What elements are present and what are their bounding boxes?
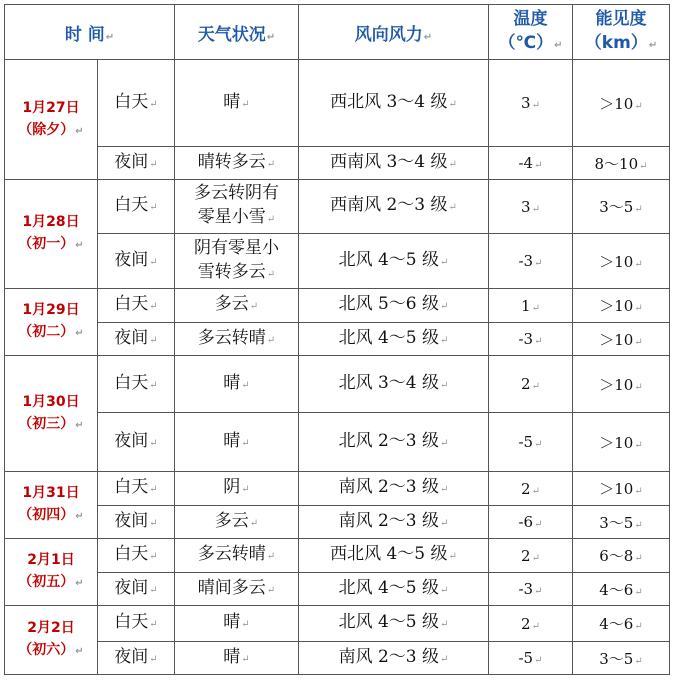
condition-cell: 多云转阴有 零星小雪↵	[175, 180, 299, 234]
temperature-cell: 3↵	[489, 60, 573, 147]
wind-cell: 北风 4～5 级↵	[299, 323, 489, 356]
header-visibility: 能见度 （km）↵	[573, 5, 670, 60]
wind-cell: 西北风 4～5 级↵	[299, 539, 489, 573]
period-cell: 夜间↵	[98, 506, 175, 539]
wind-cell: 西北风 3～4 级↵	[299, 60, 489, 147]
condition-cell: 多云↵	[175, 506, 299, 539]
period-cell: 夜间↵	[98, 147, 175, 180]
wind-cell: 北风 5～6 级↵	[299, 289, 489, 323]
date-cell: 2月1日 （初五）↵	[5, 539, 98, 606]
header-row	[5, 5, 670, 60]
temperature-cell: -5↵	[489, 413, 573, 472]
temperature-cell: 2↵	[489, 356, 573, 413]
wind-cell: 南风 2～3 级↵	[299, 506, 489, 539]
period-cell: 夜间↵	[98, 642, 175, 675]
visibility-cell: 4～6↵	[573, 573, 670, 606]
temperature-cell: 2↵	[489, 606, 573, 642]
condition-cell: 阴有零星小 雪转多云↵	[175, 234, 299, 289]
forecast-row	[5, 289, 670, 323]
date-cell: 1月29日 （初二）↵	[5, 289, 98, 356]
condition-cell: 晴↵	[175, 60, 299, 147]
header-wind: 风向风力↵	[299, 5, 489, 60]
wind-cell: 西南风 2～3 级↵	[299, 180, 489, 234]
wind-cell: 南风 2～3 级↵	[299, 472, 489, 506]
period-cell: 夜间↵	[98, 234, 175, 289]
condition-cell: 多云转晴↵	[175, 539, 299, 573]
visibility-cell: ＞10↵	[573, 356, 670, 413]
temperature-cell: -6↵	[489, 506, 573, 539]
wind-cell: 北风 2～3 级↵	[299, 413, 489, 472]
period-cell: 白天↵	[98, 180, 175, 234]
period-cell: 白天↵	[98, 606, 175, 642]
temperature-cell: 1↵	[489, 289, 573, 323]
forecast-row	[5, 573, 670, 606]
period-cell: 白天↵	[98, 472, 175, 506]
date-cell: 1月28日 （初一）↵	[5, 180, 98, 289]
visibility-cell: ＞10↵	[573, 413, 670, 472]
wind-cell: 北风 4～5 级↵	[299, 606, 489, 642]
temperature-cell: -5↵	[489, 642, 573, 675]
condition-cell: 多云↵	[175, 289, 299, 323]
visibility-cell: ＞10↵	[573, 472, 670, 506]
header-time: 时 间↵	[5, 5, 175, 60]
visibility-cell: ＞10↵	[573, 323, 670, 356]
wind-cell: 北风 3～4 级↵	[299, 356, 489, 413]
period-cell: 夜间↵	[98, 323, 175, 356]
forecast-row	[5, 60, 670, 147]
forecast-row	[5, 180, 670, 234]
visibility-cell: ＞10↵	[573, 60, 670, 147]
period-cell: 白天↵	[98, 539, 175, 573]
period-cell: 夜间↵	[98, 413, 175, 472]
visibility-cell: ＞10↵	[573, 234, 670, 289]
date-cell: 1月31日 （初四）↵	[5, 472, 98, 539]
temperature-cell: -3↵	[489, 234, 573, 289]
forecast-row	[5, 413, 670, 472]
condition-cell: 多云转晴↵	[175, 323, 299, 356]
condition-cell: 晴转多云↵	[175, 147, 299, 180]
condition-cell: 晴↵	[175, 413, 299, 472]
date-cell: 2月2日 （初六）↵	[5, 606, 98, 675]
visibility-cell: 3～5↵	[573, 180, 670, 234]
visibility-cell: 4～6↵	[573, 606, 670, 642]
forecast-row	[5, 323, 670, 356]
forecast-row	[5, 539, 670, 573]
temperature-cell: 2↵	[489, 472, 573, 506]
visibility-cell: 8～10↵	[573, 147, 670, 180]
wind-cell: 南风 2～3 级↵	[299, 642, 489, 675]
forecast-body	[5, 60, 670, 675]
forecast-row	[5, 147, 670, 180]
period-cell: 白天↵	[98, 60, 175, 147]
forecast-row	[5, 356, 670, 413]
period-cell: 白天↵	[98, 289, 175, 323]
visibility-cell: 3～5↵	[573, 506, 670, 539]
forecast-row	[5, 606, 670, 642]
condition-cell: 阴↵	[175, 472, 299, 506]
forecast-row	[5, 642, 670, 675]
visibility-cell: ＞10↵	[573, 289, 670, 323]
temperature-cell: -3↵	[489, 323, 573, 356]
visibility-cell: 3～5↵	[573, 642, 670, 675]
date-cell: 1月27日 （除夕）↵	[5, 60, 98, 180]
wind-cell: 西南风 3～4 级↵	[299, 147, 489, 180]
temperature-cell: -3↵	[489, 573, 573, 606]
temperature-cell: 2↵	[489, 539, 573, 573]
condition-cell: 晴↵	[175, 606, 299, 642]
date-cell: 1月30日 （初三）↵	[5, 356, 98, 472]
period-cell: 夜间↵	[98, 573, 175, 606]
header-condition: 天气状况↵	[175, 5, 299, 60]
wind-cell: 北风 4～5 级↵	[299, 573, 489, 606]
forecast-row	[5, 506, 670, 539]
condition-cell: 晴间多云↵	[175, 573, 299, 606]
forecast-row	[5, 234, 670, 289]
header-temperature: 温度 （℃）↵	[489, 5, 573, 60]
temperature-cell: -4↵	[489, 147, 573, 180]
weather-forecast-table	[4, 4, 670, 675]
visibility-cell: 6～8↵	[573, 539, 670, 573]
temperature-cell: 3↵	[489, 180, 573, 234]
condition-cell: 晴↵	[175, 642, 299, 675]
wind-cell: 北风 4～5 级↵	[299, 234, 489, 289]
condition-cell: 晴↵	[175, 356, 299, 413]
forecast-row	[5, 472, 670, 506]
period-cell: 白天↵	[98, 356, 175, 413]
